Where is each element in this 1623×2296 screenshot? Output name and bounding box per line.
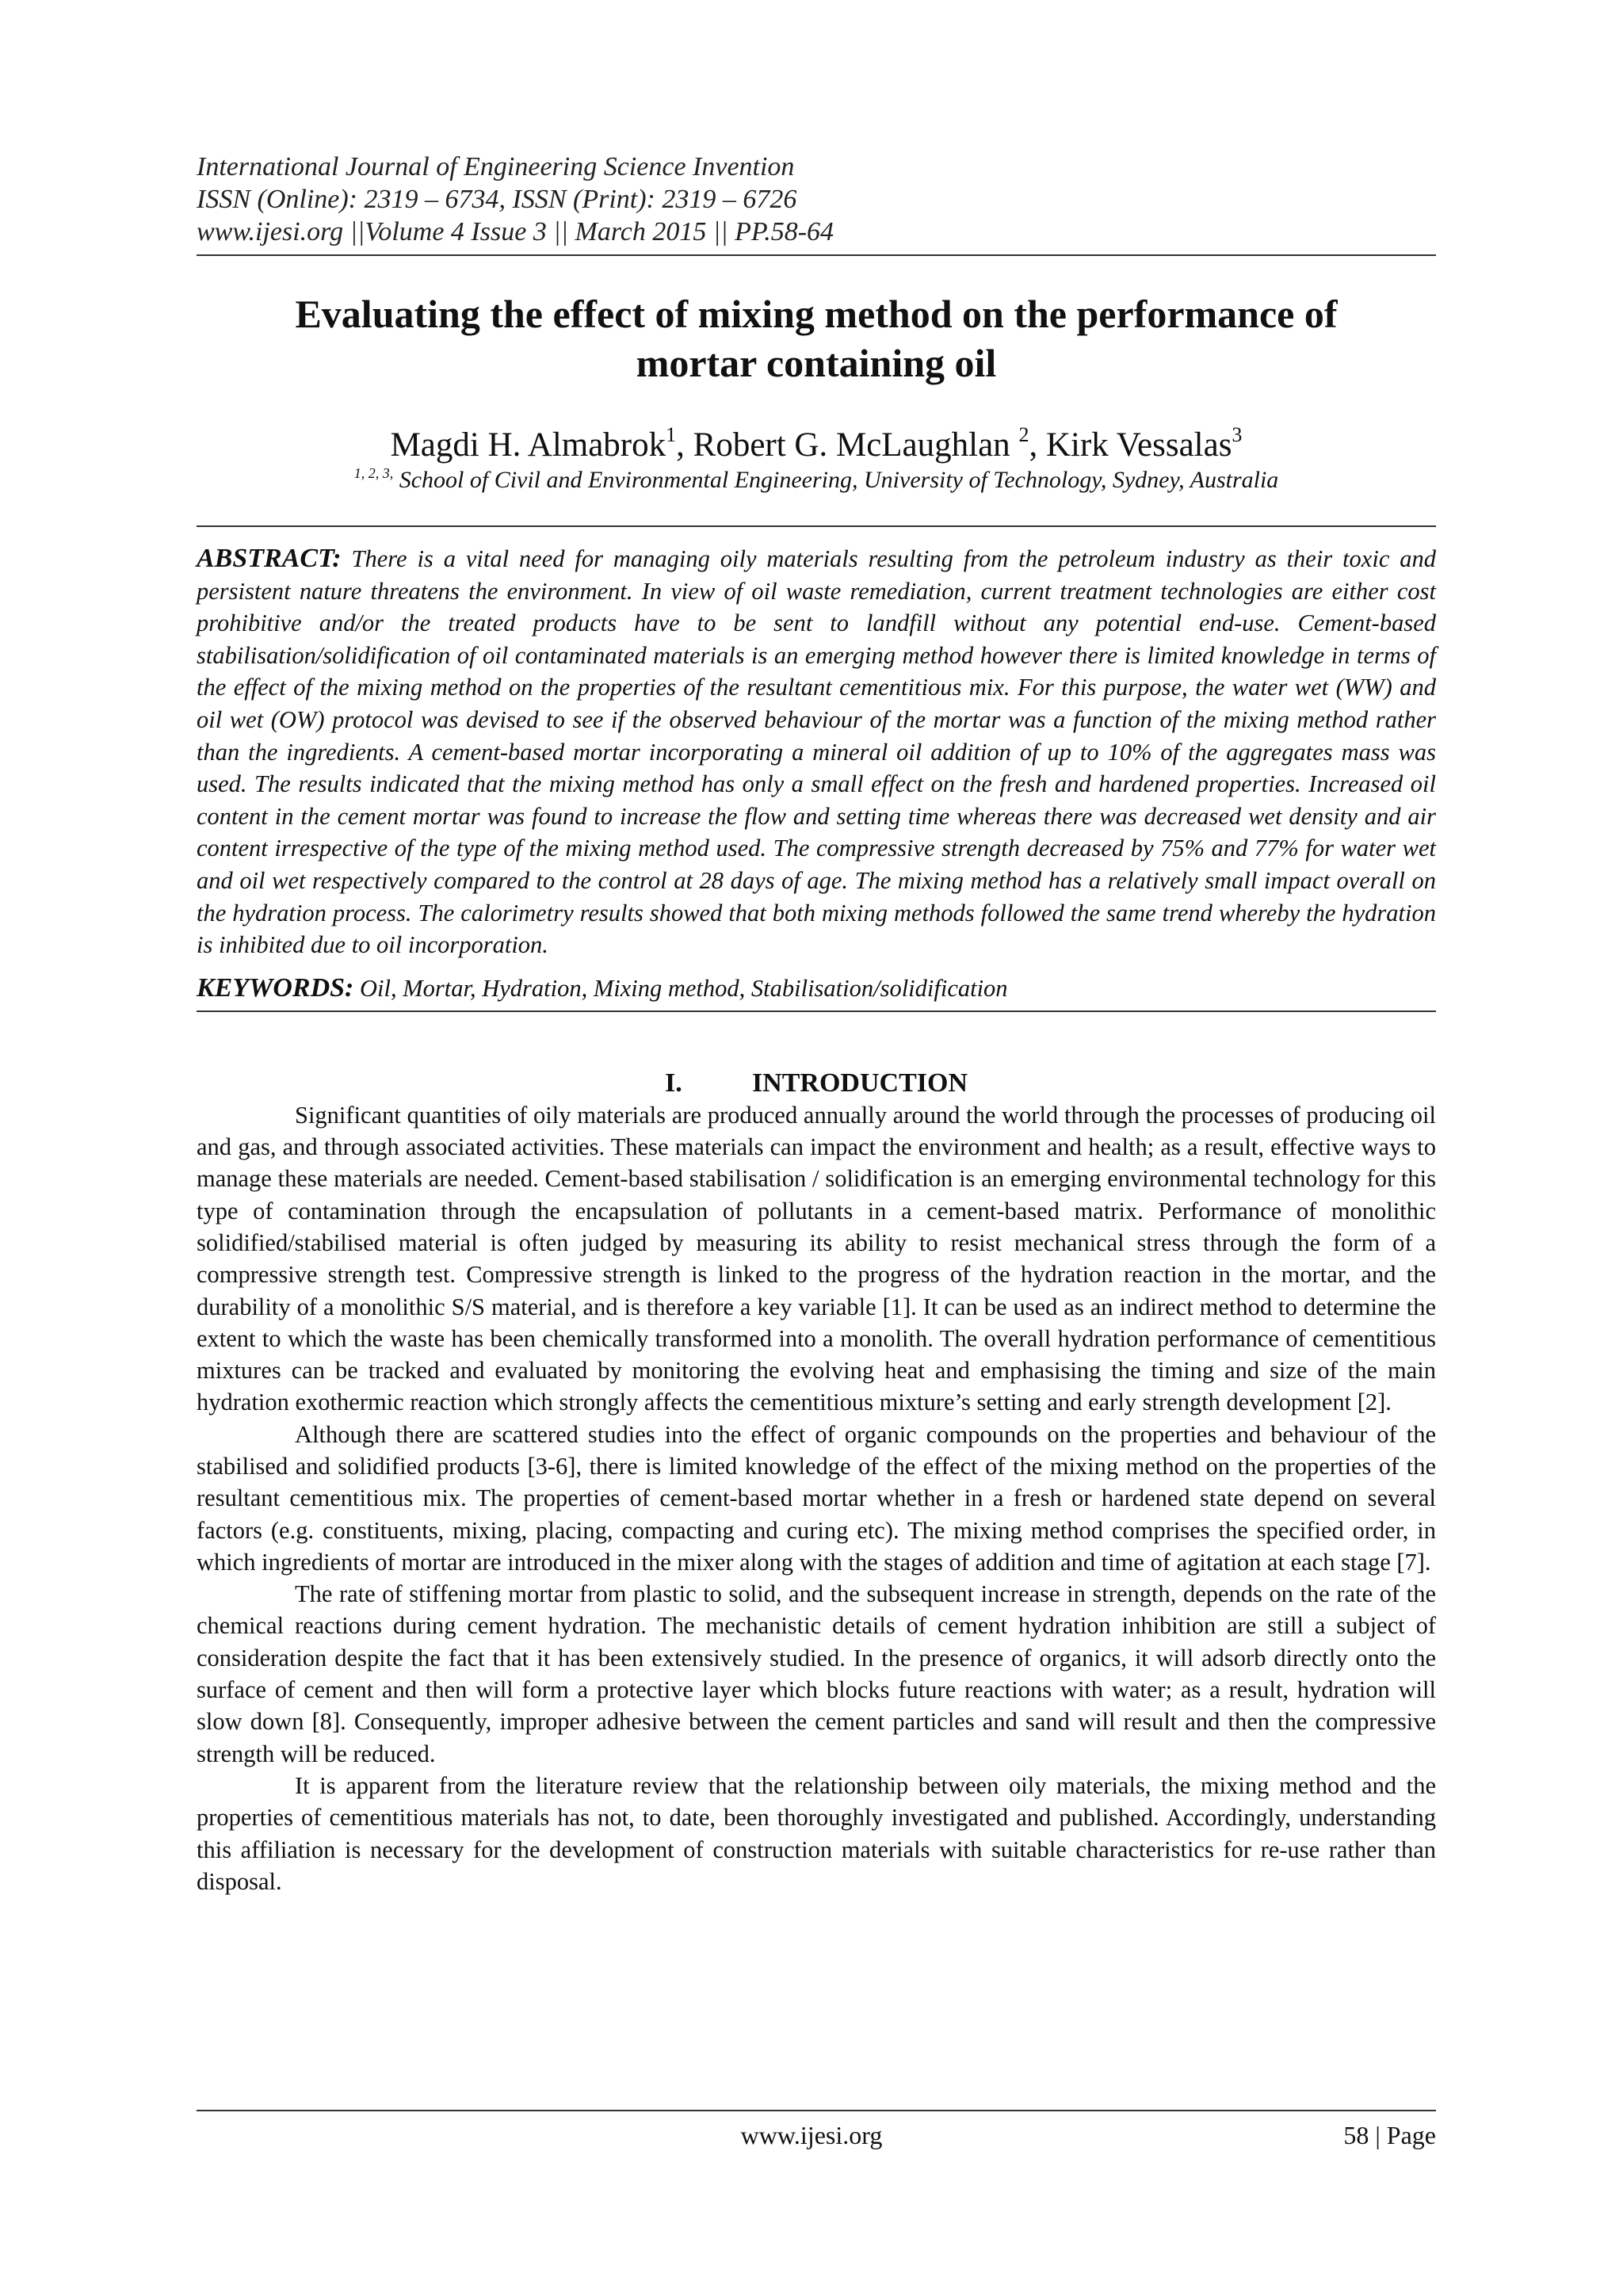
section-heading-introduction <box>197 1068 1436 1099</box>
section-title: INTRODUCTION <box>751 1068 968 1098</box>
introduction-body <box>197 1099 1436 1897</box>
header-divider <box>197 254 1436 256</box>
keywords <box>197 972 1436 1004</box>
journal-name: International Journal of Engineering Science Invention <box>197 152 795 181</box>
author-sup: 2 <box>1018 423 1029 446</box>
journal-header <box>197 151 1436 248</box>
keywords-label: KEYWORDS: <box>197 972 354 1003</box>
abstract <box>197 543 1436 961</box>
keywords-bottom-divider <box>197 1010 1436 1012</box>
author-sup: 3 <box>1232 423 1243 446</box>
paragraph: It is apparent from the literature review that the relationship between oily materials, the mixing method and the properties of cementitious materials has not, to date, been thoroughly investigated and published. Accordingly, understanding this affiliation is necessary for the development of construction materials with suitable characteristics for re-use rather than disposal. <box>197 1771 1436 1895</box>
author-list <box>197 423 1436 465</box>
affiliation-text: School of Civil and Environmental Engineering, University of Technology, Sydney, Australia <box>393 467 1279 493</box>
author-affiliation <box>197 465 1436 495</box>
author-sup: 1 <box>666 423 677 446</box>
author-name: Kirk Vessalas <box>1045 426 1232 464</box>
paragraph: The rate of stiffening mortar from plastic to solid, and the subsequent increase in strength, depends on the rate of the chemical reactions during cement hydration. The mechanistic details of cement hydration inhibition are still a subject of consideration despite the fact that it has been extensively studied. In the presence of organics, it will adsorb directly onto the surface of cement and then will form a protective layer which blocks future reactions with water; as a result, hydration will slow down [8]. Consequently, improper adhesive between the cement particles and sand will result and then the compressive strength will be reduced. <box>197 1580 1436 1767</box>
affiliation-sup: 1, 2, 3, <box>353 465 394 481</box>
footer-divider <box>197 2110 1436 2111</box>
keywords-text: Oil, Mortar, Hydration, Mixing method, Stabilisation/solidification <box>353 974 1008 1002</box>
abstract-text: There is a vital need for managing oily materials resulting from the petroleum industry as their toxic and persistent nature threatens the environment. In view of oil waste remediation, current treatment technologies are either cost prohibitive and/or the treated products have to be sent to landfill without any potential end-use. Cement-based stabilisation/solidification of oil contaminated materials is an emerging method however there is limited knowledge in terms of the effect of the mixing method on the properties of the resultant cementitious mix. For this purpose, the water wet (WW) and oil wet (OW) protocol was devised to see if the observed behaviour of the mortar was a function of the mixing method rather than the ingredients. A cement-based mortar incorporating a mineral oil addition of up to 10% of the aggregates mass was used. The results indicated that the mixing method has only a small effect on the fresh and hardened properties. Increased oil content in the cement mortar was found to increase the flow and setting time whereas there was decreased wet density and air content irrespective of the type of the mixing method used. The compressive strength decreased by 75% and 77% for water wet and oil wet respectively compared to the control at 28 days of age. The mixing method has a relatively small impact overall on the hydration process. The calorimetry results showed that both mixing methods followed the same trend whereby the hydration is inhibited due to oil incorporation. <box>197 545 1436 959</box>
paper-page <box>197 151 1436 1897</box>
paragraph: Although there are scattered studies into the effect of organic compounds on the properties and behaviour of the stabilised and solidified products [3-6], there is limited knowledge of the effect of the mixing method on the properties of the resultant cementitious mix. The properties of cement-based mortar whether in a fresh or hardened state depend on several factors (e.g. constituents, mixing, placing, compacting and curing etc). The mixing method comprises the specified order, in which ingredients of mortar are introduced in the mixer along with the stages of addition and time of agitation at each stage [7]. <box>197 1420 1436 1576</box>
footer-website: www.ijesi.org <box>740 2121 883 2149</box>
footer-page-number: 58 | Page <box>1343 2121 1436 2149</box>
paragraph: Significant quantities of oily materials are produced annually around the world through the processes of producing oil and gas, and through associated activities. These materials can impact the environment and health; as a result, effective ways to manage these materials are needed. Cement-based stabilisation / solidification is an emerging environmental technology for this type of contamination through the encapsulation of pollutants in a cement-based matrix. Performance of monolithic solidified/stabilised material is often judged by measuring its ability to resist mechanical stress through the form of a compressive strength test. Compressive strength is linked to the progress of the hydration reaction in the mortar, and the durability of a monolithic S/S material, and is therefore a key variable [1]. It can be used as an indirect method to determine the extent to which the waste has been chemically transformed into a monolith. The overall hydration performance of cementitious mixtures can be tracked and evaluated by monitoring the evolving heat and emphasising the timing and size of the main hydration exothermic reaction which strongly affects the cementitious mixture’s setting and early strength development [2]. <box>197 1101 1436 1416</box>
author-name: Robert G. McLaughlan <box>693 426 1019 464</box>
journal-issn: ISSN (Online): 2319 – 6734, ISSN (Print): 2319 – 6726 <box>197 185 797 214</box>
title-line-1: Evaluating the effect of mixing method on the performance of <box>295 292 1338 336</box>
paper-title <box>197 289 1436 388</box>
title-line-2: mortar containing oil <box>636 341 997 385</box>
section-number: I. <box>664 1068 682 1098</box>
journal-volume: www.ijesi.org ||Volume 4 Issue 3 || March 2015 || PP.58-64 <box>197 217 834 246</box>
abstract-label: ABSTRACT: <box>197 544 342 573</box>
author-name: Magdi H. Almabrok <box>390 426 666 464</box>
author-sep: , <box>676 426 693 464</box>
author-sep: , <box>1029 426 1046 464</box>
abstract-top-divider <box>197 525 1436 527</box>
